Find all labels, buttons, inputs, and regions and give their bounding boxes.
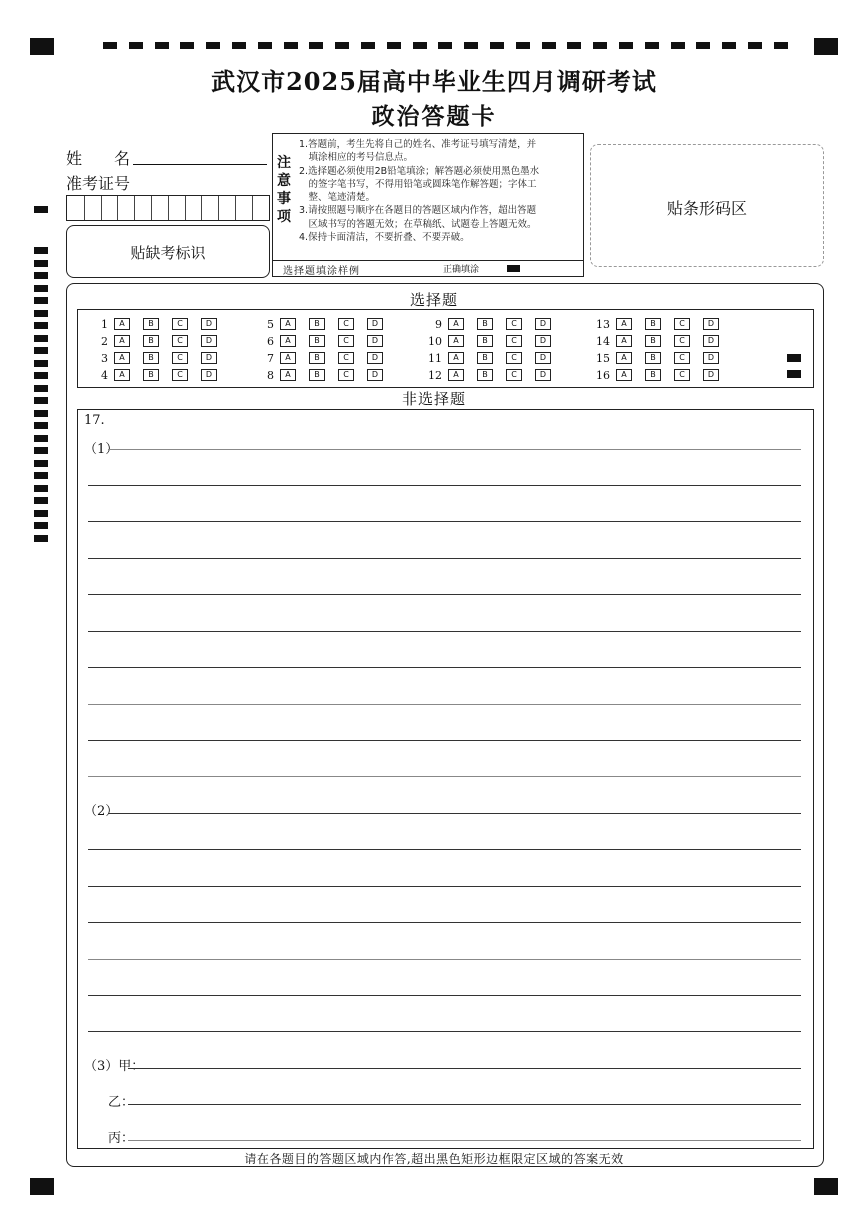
option-bubble-c[interactable]: C	[172, 318, 188, 330]
absent-sticker-area	[66, 225, 270, 278]
correct-fill-label: 正确填涂	[443, 265, 480, 275]
option-bubble-d[interactable]: D	[201, 335, 217, 347]
timing-mark	[34, 335, 48, 342]
answer-line[interactable]	[108, 813, 801, 814]
option-bubble-d[interactable]: D	[201, 352, 217, 364]
option-bubble-b[interactable]: B	[309, 369, 325, 381]
timing-mark	[361, 42, 375, 49]
name-field[interactable]	[133, 164, 267, 165]
answer-line[interactable]	[88, 959, 801, 960]
answer-line[interactable]	[88, 740, 801, 741]
answer-line[interactable]	[88, 631, 801, 632]
name-label: 姓 名	[66, 149, 131, 168]
option-bubble-d[interactable]: D	[201, 318, 217, 330]
option-bubble-c[interactable]: C	[674, 352, 690, 364]
corner-mark-top-left	[30, 38, 54, 55]
question-row-12	[420, 368, 564, 380]
answer-line[interactable]	[88, 776, 801, 777]
timing-mark	[34, 510, 48, 517]
part3-c-label: 丙：	[108, 1131, 135, 1146]
fill-example-row	[273, 260, 583, 277]
question-number: 3	[101, 351, 108, 365]
answer-line[interactable]	[88, 558, 801, 559]
part3-b-label: 乙：	[108, 1095, 135, 1110]
option-bubble-d[interactable]: D	[703, 369, 719, 381]
option-bubble-a[interactable]: A	[448, 318, 464, 330]
option-bubble-a[interactable]: A	[114, 369, 130, 381]
question-row-13	[588, 317, 732, 329]
instruction-line: 4.保持卡面清洁，不要折叠、不要弄破。	[299, 232, 470, 244]
option-bubble-c[interactable]: C	[172, 369, 188, 381]
part1-label: （1）	[84, 442, 119, 457]
timing-mark	[284, 42, 298, 49]
option-bubble-b[interactable]: B	[143, 318, 159, 330]
question-row-5	[252, 317, 396, 329]
question-row-7	[252, 351, 396, 363]
option-bubble-c[interactable]: C	[506, 369, 522, 381]
exam-number-cell-divider	[134, 196, 135, 220]
question-row-8	[252, 368, 396, 380]
answer-line[interactable]	[88, 485, 801, 486]
timing-mark	[155, 42, 169, 49]
question-number: 14	[596, 334, 610, 348]
timing-mark	[645, 42, 659, 49]
exam-number-cell-divider	[218, 196, 219, 220]
timing-mark	[34, 372, 48, 379]
option-bubble-d[interactable]: D	[535, 318, 551, 330]
answer-line[interactable]	[88, 594, 801, 595]
option-bubble-a[interactable]: A	[448, 335, 464, 347]
timing-mark	[206, 42, 220, 49]
free-response-title: 非选择题	[401, 390, 466, 408]
timing-mark	[335, 42, 349, 49]
answer-line[interactable]	[88, 704, 801, 705]
question-row-1	[86, 317, 230, 329]
exam-number-cell-divider	[117, 196, 118, 220]
exam-number-cell-divider	[151, 196, 152, 220]
instruction-line: 2.选择题必须使用2B铅笔填涂；解答题必须使用黑色墨水	[299, 165, 540, 177]
instruction-line: 整、笔迹清楚。	[299, 192, 376, 204]
question-number: 4	[101, 368, 108, 382]
option-bubble-d[interactable]: D	[201, 369, 217, 381]
option-bubble-c[interactable]: C	[674, 369, 690, 381]
exam-number-cell-divider	[101, 196, 102, 220]
answer-line[interactable]	[88, 922, 801, 923]
option-bubble-c[interactable]: C	[338, 335, 354, 347]
timing-mark	[387, 42, 401, 49]
corner-mark-top-right	[814, 38, 838, 55]
option-bubble-c[interactable]: C	[338, 352, 354, 364]
answer-line[interactable]	[88, 886, 801, 887]
option-bubble-c[interactable]: C	[338, 369, 354, 381]
option-bubble-a[interactable]: A	[616, 318, 632, 330]
option-bubble-c[interactable]: C	[506, 352, 522, 364]
question-row-10	[420, 334, 564, 346]
timing-mark	[464, 42, 478, 49]
timing-mark	[593, 42, 607, 49]
option-bubble-d[interactable]: D	[367, 318, 383, 330]
timing-mark	[438, 42, 452, 49]
instructions-box	[272, 133, 584, 277]
timing-mark	[34, 310, 48, 317]
question-row-16	[588, 368, 732, 380]
option-bubble-d[interactable]: D	[367, 369, 383, 381]
part3-label: （3）甲：	[84, 1059, 145, 1074]
option-bubble-c[interactable]: C	[674, 318, 690, 330]
barcode-label: 贴条形码区	[666, 199, 747, 218]
answer-line[interactable]	[128, 1104, 801, 1105]
timing-mark	[34, 347, 48, 354]
option-bubble-c[interactable]: C	[172, 352, 188, 364]
option-bubble-b[interactable]: B	[143, 335, 159, 347]
option-bubble-b[interactable]: B	[477, 369, 493, 381]
timing-mark	[490, 42, 504, 49]
option-bubble-d[interactable]: D	[535, 369, 551, 381]
timing-mark	[34, 260, 48, 267]
timing-mark	[34, 272, 48, 279]
page-title: 武汉市2025届高中毕业生四月调研考试	[211, 67, 657, 96]
timing-mark	[413, 42, 427, 49]
option-bubble-b[interactable]: B	[143, 369, 159, 381]
option-bubble-a[interactable]: A	[448, 352, 464, 364]
answer-line[interactable]	[108, 449, 801, 450]
question-number: 16	[596, 368, 610, 382]
answer-line[interactable]	[88, 995, 801, 996]
answer-line[interactable]	[128, 1140, 801, 1141]
option-bubble-b[interactable]: B	[477, 352, 493, 364]
option-bubble-d[interactable]: D	[703, 318, 719, 330]
question-number: 5	[267, 317, 274, 331]
option-bubble-c[interactable]: C	[506, 335, 522, 347]
option-bubble-a[interactable]: A	[616, 335, 632, 347]
timing-mark	[309, 42, 323, 49]
option-bubble-b[interactable]: B	[309, 318, 325, 330]
footer-note: 请在各题目的答题区域内作答,超出黑色矩形边框限定区域的答案无效	[244, 1152, 624, 1166]
question-row-2	[86, 334, 230, 346]
option-bubble-b[interactable]: B	[645, 335, 661, 347]
option-bubble-a[interactable]: A	[114, 352, 130, 364]
instructions-list	[299, 138, 579, 244]
correct-fill-sample	[507, 265, 520, 272]
option-bubble-a[interactable]: A	[280, 318, 296, 330]
option-bubble-b[interactable]: B	[645, 352, 661, 364]
answer-line[interactable]	[88, 849, 801, 850]
question-number: 15	[596, 351, 610, 365]
question-number: 11	[428, 351, 442, 365]
timing-mark	[180, 42, 194, 49]
timing-mark	[748, 42, 762, 49]
timing-mark	[103, 42, 117, 49]
timing-mark	[129, 42, 143, 49]
question-number: 8	[267, 368, 274, 382]
option-bubble-c[interactable]: C	[674, 335, 690, 347]
timing-mark	[34, 322, 48, 329]
timing-mark	[34, 460, 48, 467]
answer-line[interactable]	[88, 667, 801, 668]
option-bubble-b[interactable]: B	[645, 318, 661, 330]
question-number: 12	[428, 368, 442, 382]
timing-mark	[34, 497, 48, 504]
option-bubble-b[interactable]: B	[309, 352, 325, 364]
timing-mark	[34, 435, 48, 442]
instruction-line: 的签字笔书写，不得用铅笔或圆珠笔作解答题；字体工	[299, 178, 537, 190]
instruction-line: 填涂相应的考号信息点。	[299, 152, 414, 164]
timing-mark	[774, 42, 788, 49]
exam-number-cell-divider	[84, 196, 85, 220]
timing-mark	[34, 472, 48, 479]
option-bubble-d[interactable]: D	[367, 335, 383, 347]
question-number: 9	[435, 317, 442, 331]
timing-mark	[258, 42, 272, 49]
part2-label: （2）	[84, 804, 119, 819]
question-row-9	[420, 317, 564, 329]
fill-example-label: 选择题填涂样例	[283, 266, 360, 277]
timing-mark	[722, 42, 736, 49]
question-number: 2	[101, 334, 108, 348]
option-bubble-d[interactable]: D	[535, 335, 551, 347]
answer-line[interactable]	[88, 521, 801, 522]
timing-mark	[34, 247, 48, 254]
question-row-15	[588, 351, 732, 363]
timing-mark	[696, 42, 710, 49]
question-number: 10	[428, 334, 442, 348]
option-bubble-c[interactable]: C	[506, 318, 522, 330]
instruction-line: 1.答题前，考生先将自己的姓名、准考证号填写清楚，并	[299, 139, 537, 150]
exam-number-grid[interactable]	[66, 195, 270, 221]
timing-mark	[671, 42, 685, 49]
exam-number-cell-divider	[252, 196, 253, 220]
timing-mark	[516, 42, 530, 49]
timing-mark	[34, 522, 48, 529]
timing-mark	[34, 360, 48, 367]
page-subtitle: 政治答题卡	[371, 103, 497, 130]
timing-mark	[34, 535, 48, 542]
option-bubble-b[interactable]: B	[477, 335, 493, 347]
option-bubble-a[interactable]: A	[280, 352, 296, 364]
option-bubble-a[interactable]: A	[114, 335, 130, 347]
multiple-choice-title: 选择题	[409, 291, 458, 309]
question-row-14	[588, 334, 732, 346]
answer-line[interactable]	[128, 1068, 801, 1069]
exam-number-cell-divider	[201, 196, 202, 220]
option-bubble-a[interactable]: A	[448, 369, 464, 381]
question-number: 17.	[84, 413, 105, 428]
timing-mark	[34, 485, 48, 492]
question-row-11	[420, 351, 564, 363]
question-number: 13	[596, 317, 610, 331]
option-bubble-b[interactable]: B	[477, 318, 493, 330]
option-bubble-a[interactable]: A	[280, 335, 296, 347]
option-bubble-b[interactable]: B	[143, 352, 159, 364]
timing-mark	[232, 42, 246, 49]
question-number: 1	[101, 317, 108, 331]
option-bubble-b[interactable]: B	[645, 369, 661, 381]
timing-mark-left-single	[34, 206, 48, 213]
absent-sticker-label: 贴缺考标识	[130, 244, 206, 262]
timing-mark	[34, 447, 48, 454]
timing-mark	[542, 42, 556, 49]
barcode-area	[590, 144, 824, 267]
exam-number-label: 准考证号	[66, 174, 131, 193]
option-bubble-c[interactable]: C	[172, 335, 188, 347]
corner-mark-bottom-left	[30, 1178, 54, 1195]
timing-mark	[34, 410, 48, 417]
timing-mark	[619, 42, 633, 49]
option-bubble-a[interactable]: A	[616, 369, 632, 381]
corner-mark-bottom-right	[814, 1178, 838, 1195]
timing-mark	[567, 42, 581, 49]
option-bubble-a[interactable]: A	[616, 352, 632, 364]
question-row-4	[86, 368, 230, 380]
free-response-area	[77, 409, 814, 1149]
option-bubble-d[interactable]: D	[535, 352, 551, 364]
option-bubble-a[interactable]: A	[280, 369, 296, 381]
question-number: 6	[267, 334, 274, 348]
option-bubble-b[interactable]: B	[309, 335, 325, 347]
exam-number-cell-divider	[235, 196, 236, 220]
timing-mark	[34, 422, 48, 429]
option-bubble-d[interactable]: D	[367, 352, 383, 364]
option-bubble-d[interactable]: D	[703, 352, 719, 364]
instruction-line: 3.请按照题号顺序在各题目的答题区域内作答，超出答题	[299, 205, 537, 217]
question-number: 7	[267, 351, 274, 365]
option-bubble-d[interactable]: D	[703, 335, 719, 347]
question-row-3	[86, 351, 230, 363]
option-bubble-a[interactable]: A	[114, 318, 130, 330]
multiple-choice-area	[77, 309, 814, 388]
instructions-heading: 注意事项	[277, 155, 291, 225]
exam-number-cell-divider	[185, 196, 186, 220]
exam-number-cell-divider	[168, 196, 169, 220]
option-bubble-c[interactable]: C	[338, 318, 354, 330]
question-row-6	[252, 334, 396, 346]
answer-line[interactable]	[88, 1031, 801, 1032]
instruction-line: 区域书写的答题无效；在草稿纸、试题卷上答题无效。	[299, 218, 537, 230]
